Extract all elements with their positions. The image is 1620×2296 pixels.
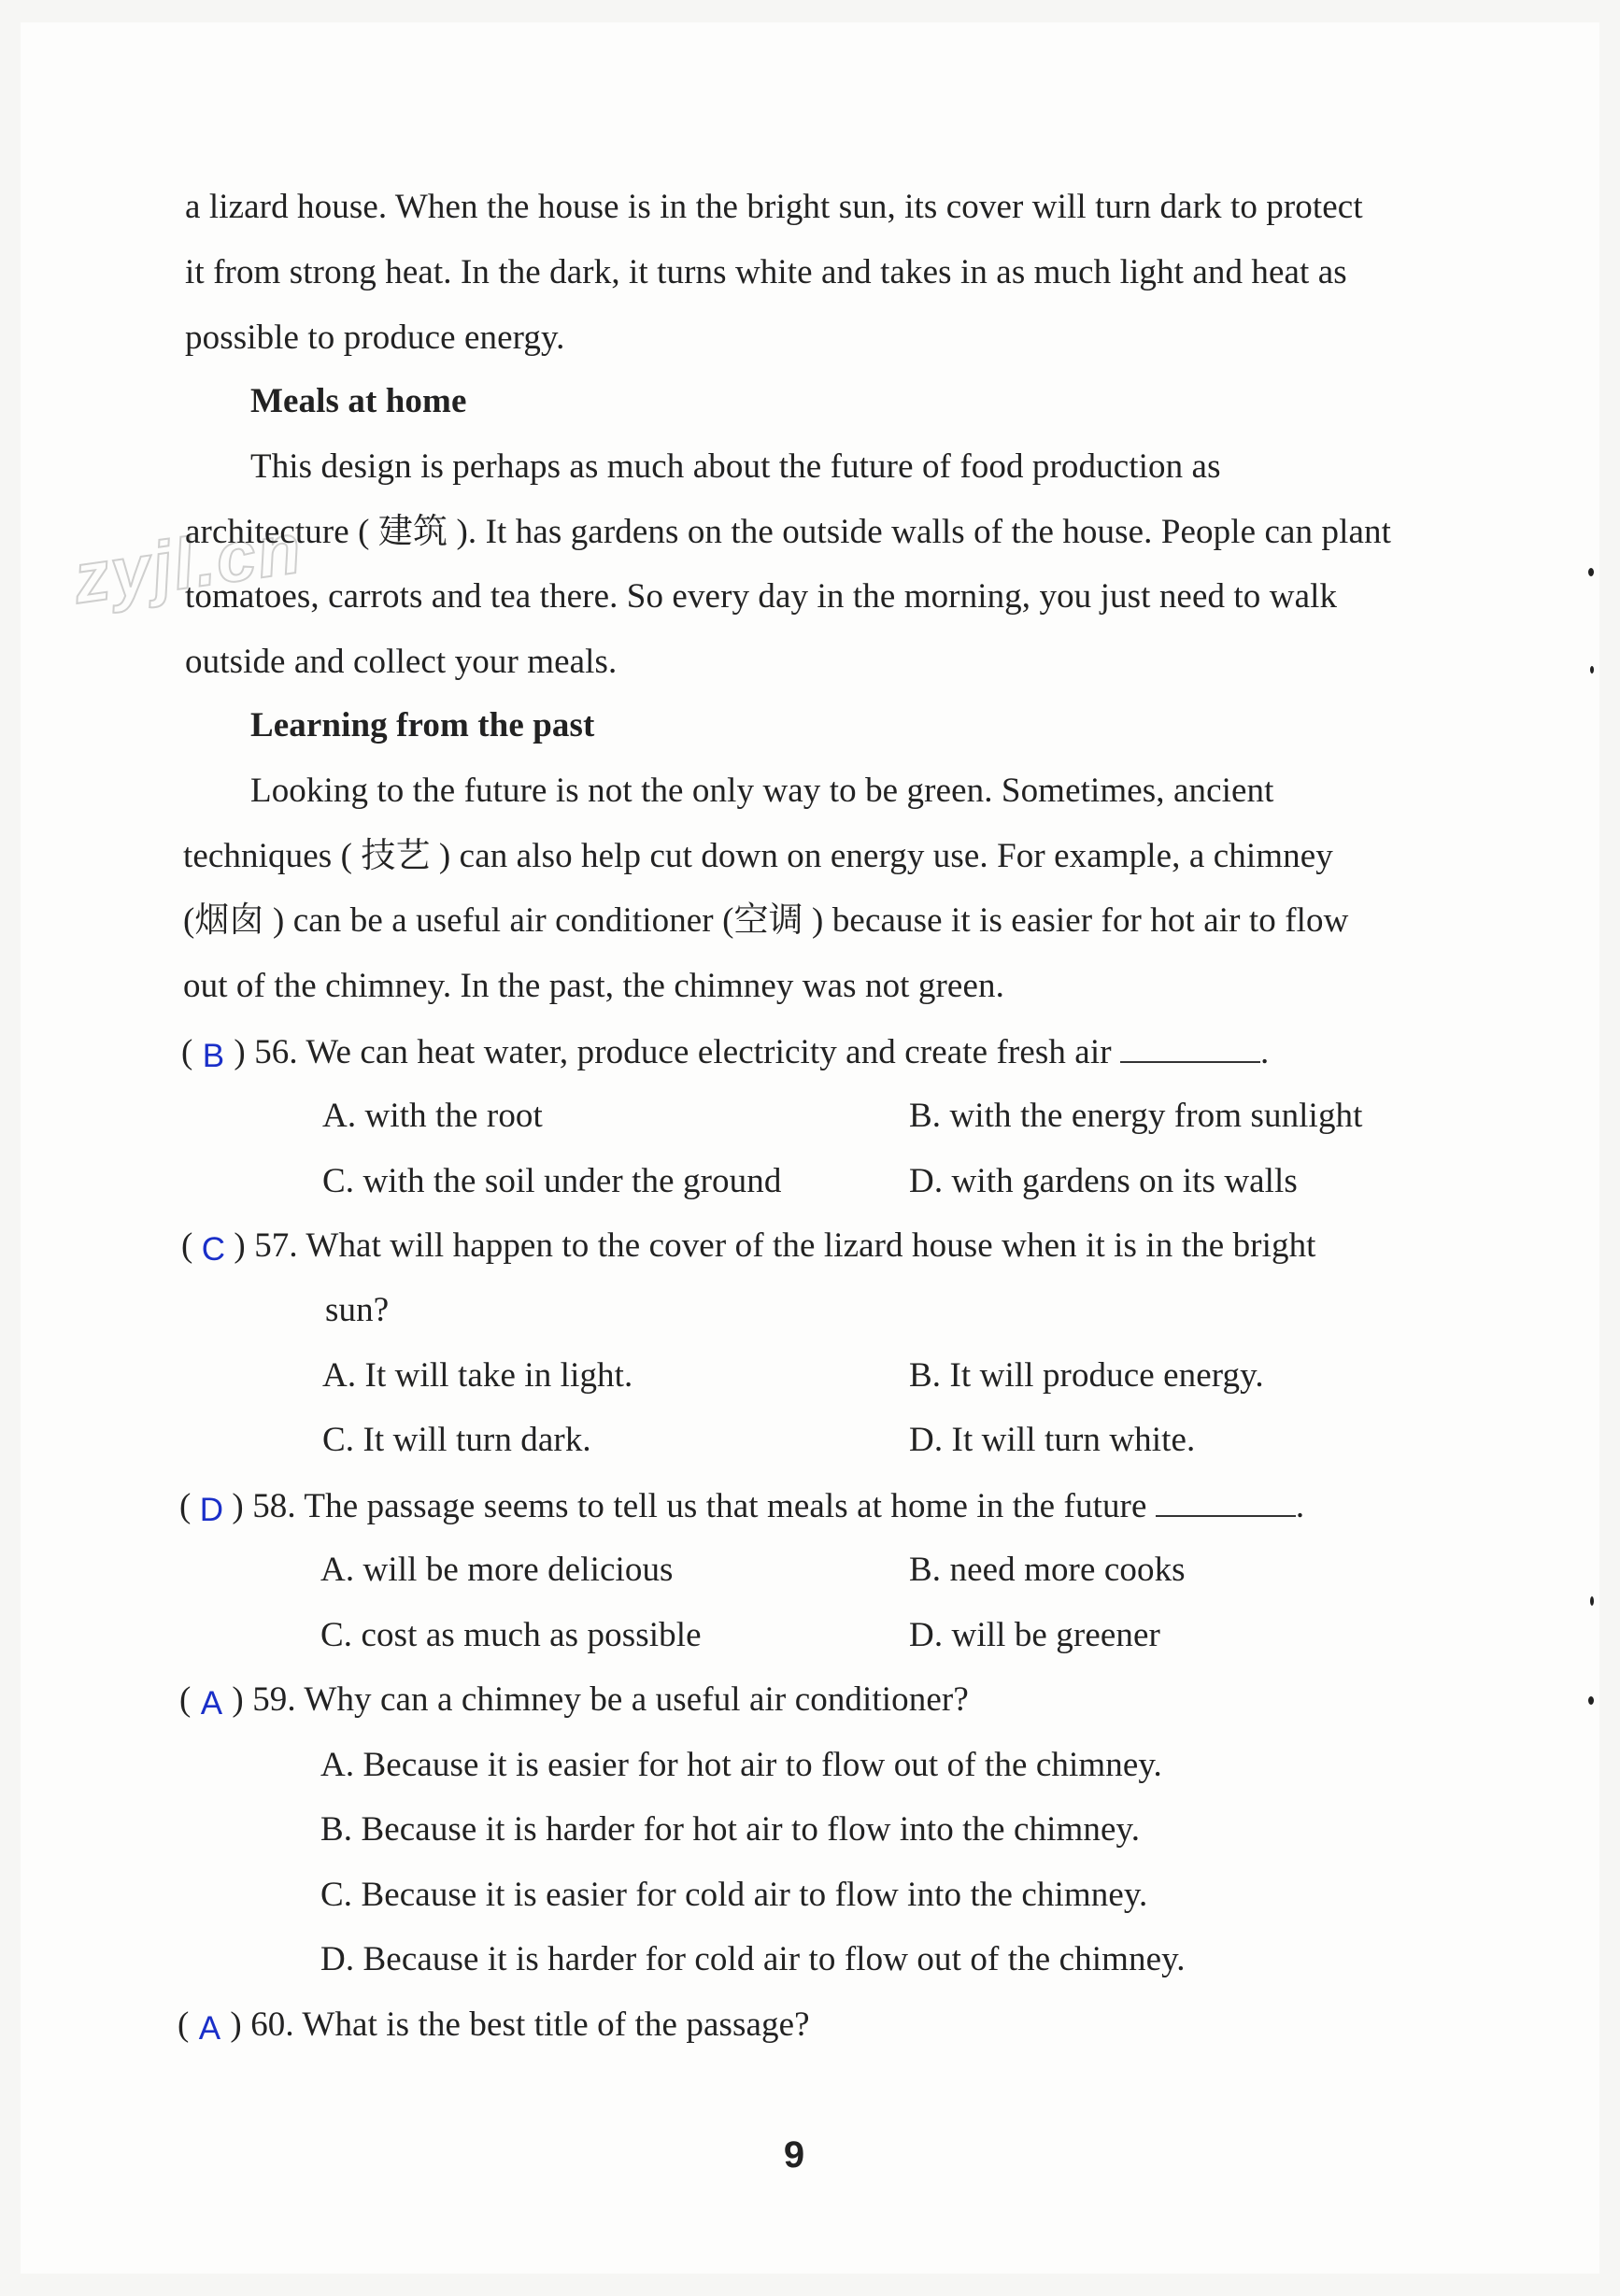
question-59 — [179, 1679, 969, 1721]
option-b: B. It will produce energy. — [909, 1356, 1264, 1395]
option-a: A. It will take in light. — [322, 1356, 633, 1395]
option-d: D. will be greener — [909, 1616, 1160, 1654]
option-c: C. It will turn dark. — [322, 1421, 591, 1459]
passage-line: out of the chimney. In the past, the chimney was not green. — [183, 967, 1004, 1005]
question-58 — [179, 1485, 1304, 1527]
question-stem: ) 57. What will happen to the cover of the lizard house when it is in the bright — [234, 1226, 1316, 1265]
question-stem: ) 56. We can heat water, produce electricity and create fresh air — [234, 1033, 1112, 1071]
passage-line: Looking to the future is not the only way to be green. Sometimes, ancient — [250, 772, 1274, 810]
question-56 — [181, 1031, 1269, 1073]
answer-mark: B — [202, 1038, 225, 1074]
scan-speck — [1590, 1596, 1594, 1606]
question-stem: ) 58. The passage seems to tell us that meals at home in the future — [232, 1487, 1147, 1525]
paren-open: ( — [178, 2005, 190, 2044]
answer-mark: A — [198, 2010, 221, 2047]
paren-open: ( — [181, 1033, 193, 1071]
option-b: B. with the energy from sunlight — [909, 1097, 1363, 1135]
question-60 — [178, 2005, 810, 2046]
section-heading-meals: Meals at home — [250, 382, 467, 420]
option-c: C. Because it is easier for cold air to flow into the chimney. — [320, 1876, 1148, 1914]
answer-blank — [1156, 1485, 1296, 1517]
option-c: C. with the soil under the ground — [322, 1162, 782, 1200]
option-a: A. with the root — [322, 1097, 543, 1135]
passage-line: a lizard house. When the house is in the bright sun, its cover will turn dark to protect — [185, 188, 1363, 226]
question-57 — [181, 1226, 1316, 1267]
question-stem-continued: sun? — [325, 1291, 390, 1329]
question-stem: ) 60. What is the best title of the passage? — [230, 2005, 810, 2044]
paren-open: ( — [179, 1680, 192, 1719]
paren-open: ( — [179, 1487, 192, 1525]
passage-line: possible to produce energy. — [185, 319, 565, 357]
option-d: D. with gardens on its walls — [909, 1162, 1298, 1200]
scan-speck — [1590, 666, 1594, 673]
paren-open: ( — [181, 1226, 193, 1265]
passage-line: (烟囱 ) can be a useful air conditioner (空调 ) because it is easier for hot air to flow — [183, 901, 1349, 940]
option-c: C. cost as much as possible — [320, 1616, 702, 1654]
passage-line: outside and collect your meals. — [185, 643, 618, 681]
option-b: B. need more cooks — [909, 1551, 1186, 1589]
passage-line: architecture ( 建筑 ). It has gardens on the outside walls of the house. People can plant — [185, 513, 1391, 551]
scan-speck — [1588, 568, 1594, 576]
passage-line: This design is perhaps as much about the future of food production as — [250, 447, 1221, 486]
scan-speck — [1588, 1696, 1594, 1705]
answer-mark: A — [200, 1685, 223, 1722]
section-heading-past: Learning from the past — [250, 706, 595, 744]
page — [21, 22, 1599, 2274]
option-a: A. will be more delicious — [320, 1551, 674, 1589]
option-d: D. Because it is harder for cold air to flow out of the chimney. — [320, 1940, 1186, 1978]
passage-line: techniques ( 技艺 ) can also help cut down on energy use. For example, a chimney — [183, 837, 1333, 875]
option-a: A. Because it is easier for hot air to flow out of the chimney. — [320, 1746, 1162, 1784]
stem-tail: . — [1295, 1487, 1305, 1525]
answer-mark: D — [199, 1492, 224, 1528]
stem-tail: . — [1260, 1033, 1270, 1071]
page-number: 9 — [783, 2134, 805, 2176]
watermark-logo: zyjl.cn — [68, 508, 308, 619]
passage-line: tomatoes, carrots and tea there. So every day in the morning, you just need to walk — [185, 577, 1338, 616]
answer-mark: C — [201, 1231, 226, 1268]
option-b: B. Because it is harder for hot air to flow into the chimney. — [320, 1810, 1141, 1849]
answer-blank — [1120, 1031, 1260, 1063]
option-d: D. It will turn white. — [909, 1421, 1196, 1459]
question-stem: ) 59. Why can a chimney be a useful air conditioner? — [232, 1680, 969, 1719]
passage-line: it from strong heat. In the dark, it turns white and takes in as much light and heat as — [185, 253, 1347, 291]
